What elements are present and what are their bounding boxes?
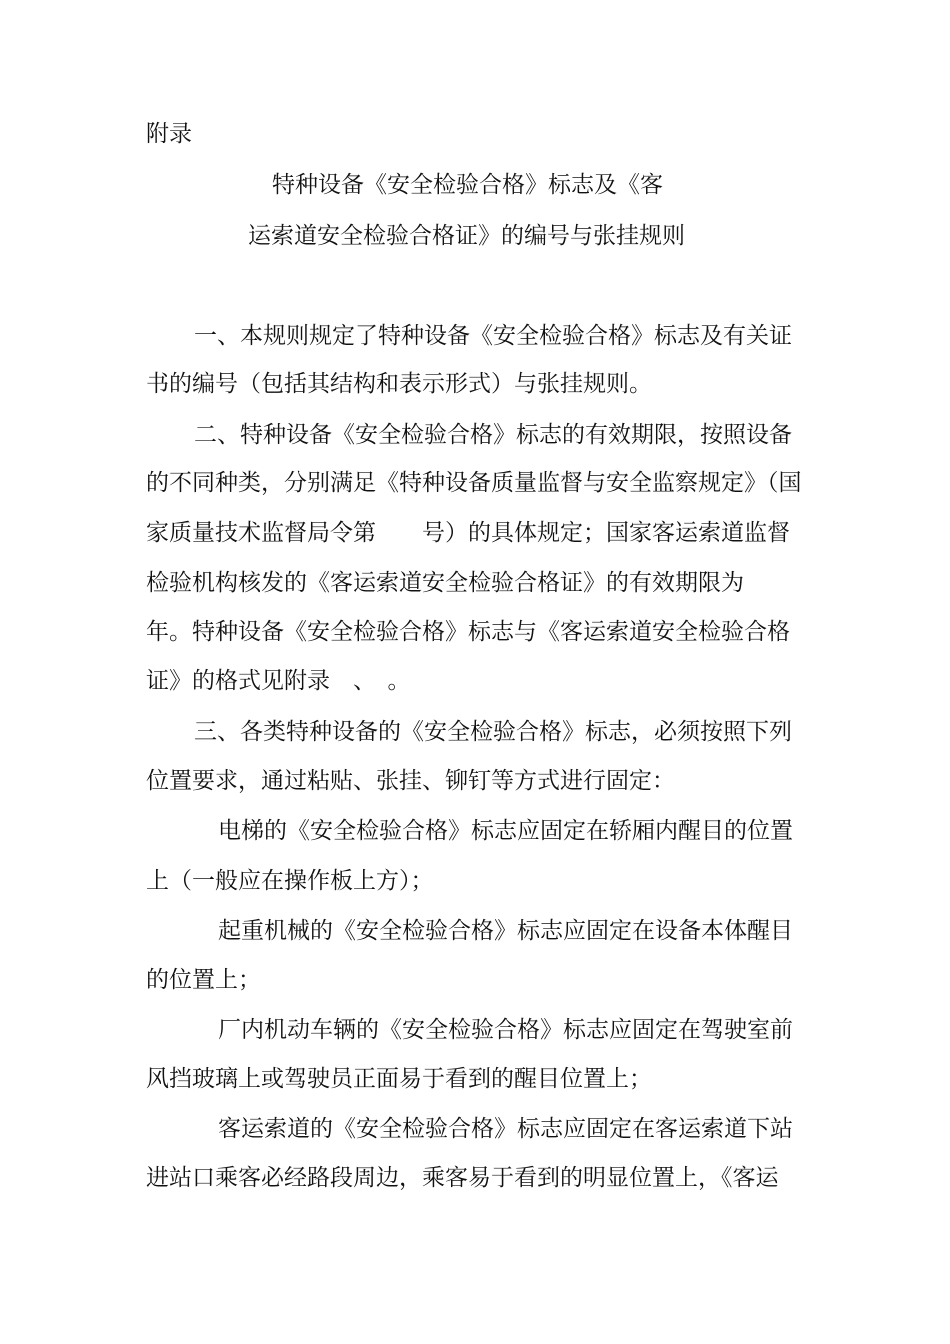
- title-line-1: 特种设备《安全检验合格》标志及《客: [272, 172, 663, 198]
- body-line: 三、各类特种设备的《安全检验合格》标志，必须按照下列: [194, 719, 792, 745]
- body-line: 起重机械的《安全检验合格》标志应固定在设备本体醒目: [218, 918, 793, 944]
- title-line-2: 运索道安全检验合格证》的编号与张挂规则: [248, 223, 685, 249]
- body-line: 检验机构核发的《客运索道安全检验合格证》的有效期限为: [146, 570, 744, 596]
- appendix-label: 附录: [146, 121, 192, 147]
- body-line: 电梯的《安全检验合格》标志应固定在轿厢内醒目的位置: [218, 818, 793, 844]
- body-line: 风挡玻璃上或驾驶员正面易于看到的醒目位置上；: [146, 1066, 652, 1092]
- body-line: 书的编号（包括其结构和表示形式）与张挂规则。: [146, 371, 652, 397]
- body-line: 厂内机动车辆的《安全检验合格》标志应固定在驾驶室前: [218, 1017, 793, 1043]
- body-line: 上（一般应在操作板上方）；: [146, 868, 434, 894]
- body-line: 一、本规则规定了特种设备《安全检验合格》标志及有关证: [194, 323, 792, 349]
- body-line: 年。特种设备《安全检验合格》标志与《客运索道安全检验合格: [146, 619, 790, 645]
- body-line: 的位置上；: [146, 967, 261, 993]
- body-line: 的不同种类，分别满足《特种设备质量监督与安全监察规定》（国: [146, 470, 802, 496]
- body-line: 二、特种设备《安全检验合格》标志的有效期限，按照设备: [194, 422, 792, 448]
- body-line: 证》的格式见附录 、 。: [146, 668, 411, 694]
- body-line: 家质量技术监督局令第 号）的具体规定；国家客运索道监督: [146, 520, 790, 546]
- body-line: 客运索道的《安全检验合格》标志应固定在客运索道下站: [218, 1116, 793, 1142]
- body-line: 进站口乘客必经路段周边，乘客易于看到的明显位置上，《客运: [146, 1165, 779, 1191]
- body-line: 位置要求，通过粘贴、张挂、铆钉等方式进行固定：: [146, 768, 675, 794]
